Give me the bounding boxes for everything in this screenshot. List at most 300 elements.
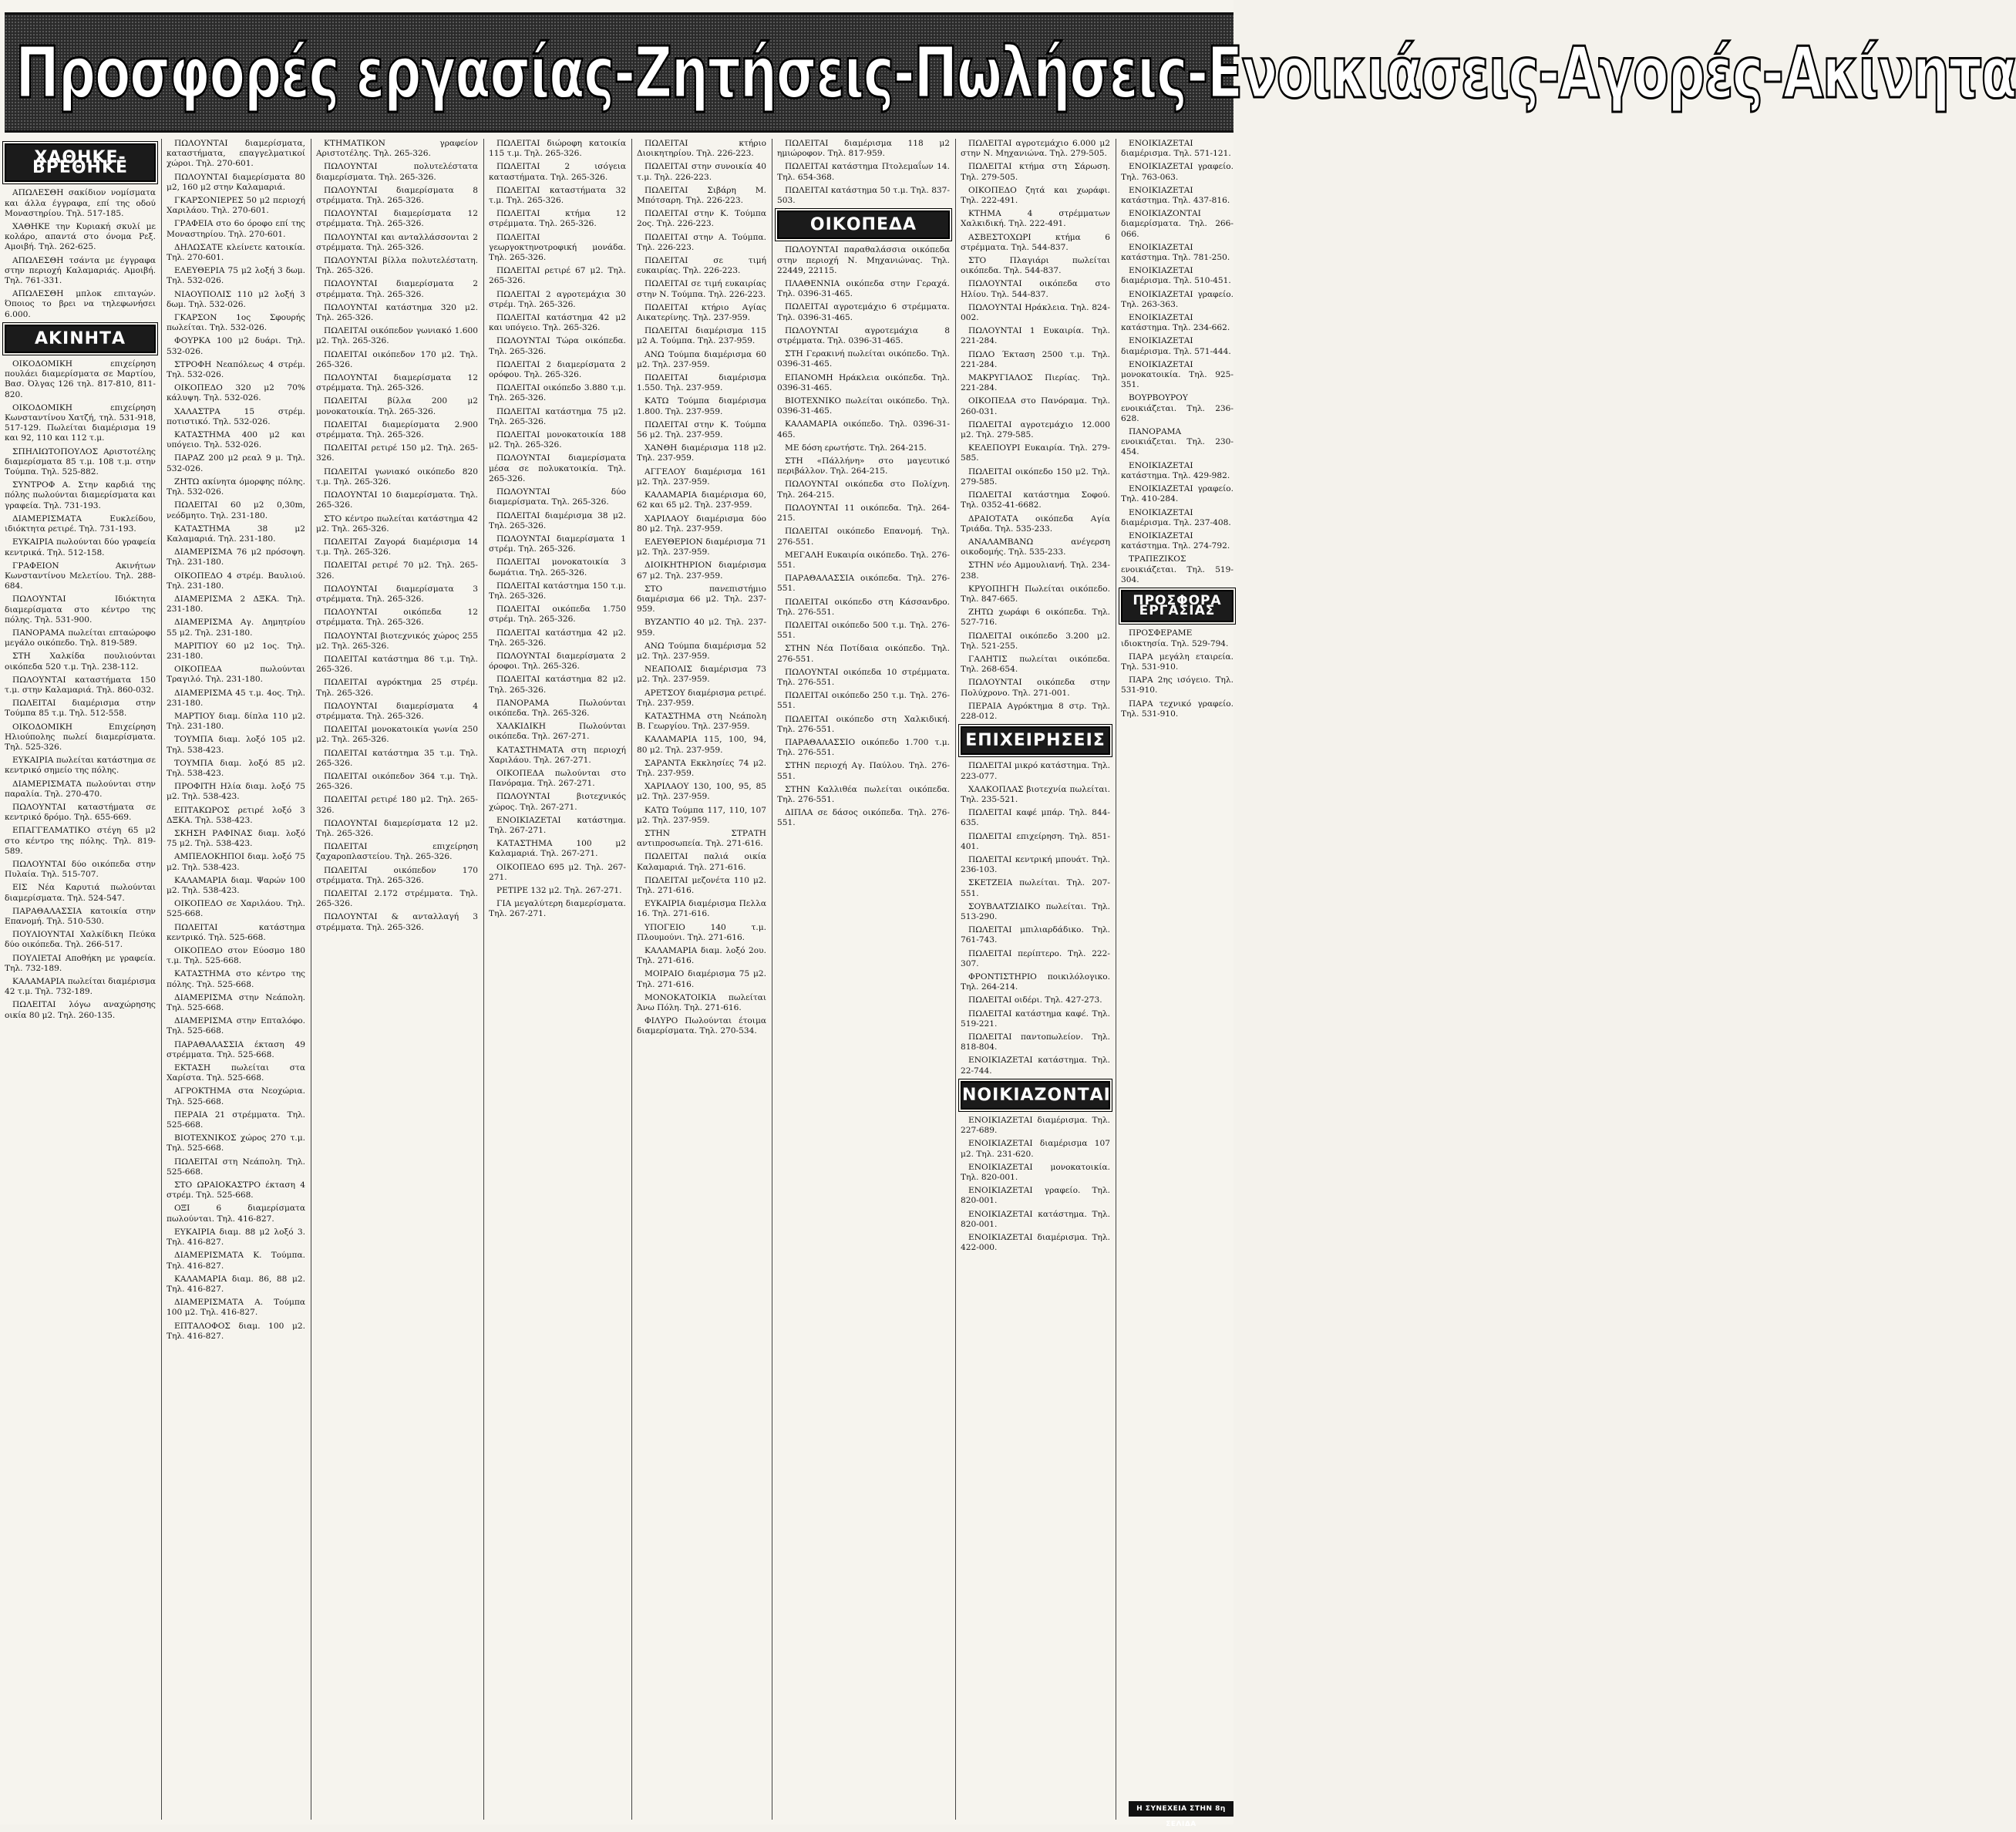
classified-ad: ΜΟΝΟΚΑΤΟΙΚΙΑ πωλείται Άνω Πόλη. Τηλ. 271-616. bbox=[637, 992, 766, 1013]
classified-ad: ΣΚΗΣΗ ΡΑΦΙΝΑΣ διαμ. λοξό 75 μ2. Τηλ. 538-423. bbox=[167, 828, 305, 849]
classified-ad: ΠΩΛΕΙΤΑΙ 60 μ2 0,30m, νεόδμητο. Τηλ. 231-180. bbox=[167, 500, 305, 520]
classified-ad: ΧΑΛΚΟΠΛΑΣ βιοτεχνία πωλείται. Τηλ. 235-521. bbox=[961, 784, 1110, 804]
classified-ad: ΠΩΛΟΥΝΤΑΙ οικόπεδα στο Ηλίου. Τηλ. 544-837. bbox=[961, 279, 1110, 299]
classified-ad: ΡΕΤΙΡΕ 132 μ2. Τηλ. 267-271. bbox=[496, 886, 622, 895]
classified-ad: ΣΤΗΝ ΣΤΡΑΤΗ αντιπροσωπεία. Τηλ. 271-616. bbox=[637, 828, 766, 849]
classified-ad: ΜΕ δόση ερωτήστε. Τηλ. 264-215. bbox=[785, 443, 927, 453]
classified-ad: ΓΑΛΗΤΙΣ πωλείται οικόπεδα. Τηλ. 268-654. bbox=[961, 654, 1110, 675]
classified-ad: ΠΩΛΕΙΤΑΙ οικόπεδο 3.880 τ.μ. Τηλ. 265-326. bbox=[489, 383, 626, 403]
classified-ad: ΠΩΛΟΥΝΤΑΙ οικόπεδα 10 στρέμματα. Τηλ. 276-551. bbox=[777, 667, 950, 687]
classified-ad: ΠΩΛΕΙΤΑΙ στην συνοικία 40 τ.μ. Τηλ. 226-223. bbox=[637, 162, 766, 182]
classified-ad: ΠΩΛΕΙΤΑΙ στη Νεάπολη. Τηλ. 525-668. bbox=[167, 1157, 305, 1177]
classified-ad: ΠΩΛΕΙΤΑΙ Ζαγορά διαμέρισμα 14 τ.μ. Τηλ. 265-326. bbox=[316, 537, 478, 557]
classified-ad: ΣΤΟ πανεπιστήμιο διαμέρισμα 66 μ2. Τηλ. 237-959. bbox=[637, 584, 766, 615]
classified-ad: ΠΩΛΕΙΤΑΙ 2.172 στρέμματα. Τηλ. 265-326. bbox=[316, 889, 478, 909]
classified-ad: ΚΑΤΑΣΤΗΜΑ 400 μ2 και υπόγειο. Τηλ. 532-026. bbox=[167, 430, 305, 450]
classified-ad: ΟΙΚΟΠΕΔΟ 320 μ2 70% κάλυψη. Τηλ. 532-026. bbox=[167, 383, 305, 403]
classified-ad: ΠΩΛΕΙΤΑΙ μεζονέτα 110 μ2. Τηλ. 271-616. bbox=[637, 875, 766, 895]
classified-ad: ΣΟΥΒΛΑΤΖΙΔΙΚΟ πωλείται. Τηλ. 513-290. bbox=[961, 901, 1110, 921]
classified-ad: ΠΩΛΕΙΤΑΙ οικόπεδο Επανομή. Τηλ. 276-551. bbox=[777, 527, 950, 547]
classified-ad: ΚΑΤΩ Τούμπα διαμέρισμα 1.800. Τηλ. 237-959. bbox=[637, 396, 766, 416]
classified-ad: ΕΝΟΙΚΙΑΖΕΤΑΙ κατάστημα. Τηλ. 437-816. bbox=[1121, 185, 1230, 206]
classified-ad: ΠΩΛΟΥΝΤΑΙ διαμερίσματα 80 μ2, 160 μ2 στην Καλαμαριά. bbox=[167, 172, 305, 192]
classified-ad: ΠΩΛΟΥΝΤΑΙ οικόπεδα στο Πολίχνη. Τηλ. 264-215. bbox=[777, 480, 950, 500]
classified-ad: ΕΝΟΙΚΙΑΖΕΤΑΙ διαμέρισμα. Τηλ. 422-000. bbox=[961, 1233, 1110, 1253]
section-lost-found: ΧΑΘΗΚΕ-ΒΡΕΘΗΚΕ bbox=[5, 143, 156, 182]
classified-ad: ΚΑΛΑΜΑΡΙΑ πωλείται διαμέρισμα 42 τ.μ. Τηλ. 732-189. bbox=[5, 977, 156, 997]
classified-ad: ΠΩΛΟΥΝΤΑΙ διαμερίσματα 12 στρέμματα. Τηλ. 265-326. bbox=[316, 209, 478, 229]
classified-ad: ΠΩΛΕΙΤΑΙ κατάστημα κεντρικό. Τηλ. 525-668. bbox=[167, 922, 305, 942]
classified-ad: ΠΩΛΕΙΤΑΙ διαμέρισμα 38 μ2. Τηλ. 265-326. bbox=[489, 510, 626, 530]
classified-ad: ΔΙΠΛΑ σε δάσος οικόπεδα. Τηλ. 276-551. bbox=[777, 808, 950, 828]
classified-ad: ΠΑΝΟΡΑΜΑ Πωλούνται οικόπεδα. Τηλ. 265-326. bbox=[489, 698, 626, 718]
classified-ad: ΠΩΛΟΥΝΤΑΙ πολυτελέστατα διαμερίσματα. Τηλ. 265-326. bbox=[316, 162, 478, 182]
classified-ad: ΚΑΤΑΣΤΗΜΑ στο κέντρο της πόλης. Τηλ. 525-668. bbox=[167, 969, 305, 989]
classified-ad: ΠΩΛΟΥΝΤΑΙ βιοτεχνικός χώρος 255 μ2. Τηλ. 265-326. bbox=[316, 631, 478, 651]
classified-ad: ΠΩΛΕΙΤΑΙ μονοκατοικία 188 μ2. Τηλ. 265-326. bbox=[489, 430, 626, 450]
classified-ad: ΠΩΛΟΥΝΤΑΙ 11 οικόπεδα. Τηλ. 264-215. bbox=[777, 503, 950, 524]
classified-ad: ΚΑΛΑΜΑΡΙΑ διαμ. λοξό 2ου. Τηλ. 271-616. bbox=[637, 946, 766, 966]
column-4-ads bbox=[489, 139, 626, 920]
classified-ad: ΠΩΛΕΙΤΑΙ κτήμα στη Σάρωση. Τηλ. 279-505. bbox=[961, 162, 1110, 182]
classified-ad: ΚΡΥΟΠΗΓΗ Πωλείται οικόπεδο. Τηλ. 847-665. bbox=[961, 584, 1110, 604]
column-3 bbox=[316, 139, 478, 1820]
classified-ad: ΠΩΛΕΙΤΑΙ καταστήματα 32 τ.μ. Τηλ. 265-326. bbox=[489, 185, 626, 206]
classified-ad: ΠΩΛΕΙΤΑΙ διαμέρισμα 115 μ2 Α. Τούμπα. Τηλ. 237-959. bbox=[637, 326, 766, 346]
classified-ad: ΠΑΡΑΘΑΛΑΣΣΙΑ κατοικία στην Επανομή. Τηλ. 510-530. bbox=[5, 906, 156, 926]
classified-ad: ΠΩΛΕΙΤΑΙ κατάστημα Σοφού. Τηλ. 0352-41-6682. bbox=[961, 490, 1110, 510]
classified-ad: ΕΝΟΙΚΙΑΖΕΤΑΙ διαμέρισμα. Τηλ. 227-689. bbox=[961, 1116, 1110, 1136]
column-3-ads bbox=[316, 139, 478, 933]
column-7-ads-c bbox=[961, 1116, 1110, 1253]
classified-ad: ΚΑΤΑΣΤΗΜΑ 38 μ2 Καλαμαριά. Τηλ. 231-180. bbox=[167, 524, 305, 544]
classified-ad: ΠΑΡΑΘΑΛΑΣΣΙΑ οικόπεδα. Τηλ. 276-551. bbox=[777, 574, 950, 594]
classified-ad: ΔΙΑΜΕΡΙΣΜΑ Αγ. Δημητρίου 55 μ2. Τηλ. 231-180. bbox=[167, 618, 305, 638]
classified-ad: ΔΡΑΙΟΤΑΤΑ οικόπεδα Αγία Τριάδα. Τηλ. 535-233. bbox=[961, 514, 1110, 534]
classified-ad: ΑΠΩΛΕΣΘΗ μπλοκ επιταγών. Όποιος το βρει να τηλεφωνήσει 6.000. bbox=[5, 289, 156, 319]
classified-ad: ΠΩΛΕΙΤΑΙ στην Κ. Τούμπα 2ος. Τηλ. 226-223. bbox=[637, 209, 766, 229]
classified-ad: ΣΤΗ Γερακινή πωλείται οικόπεδο. Τηλ. 0396-31-465. bbox=[777, 349, 950, 369]
classified-ad: ΕΥΚΑΙΡΙΑ διαμ. 88 μ2 λοξό 3. Τηλ. 416-827. bbox=[167, 1227, 305, 1248]
classified-columns bbox=[5, 139, 1233, 1820]
classified-ad: ΣΤΗΝ Καλλιθέα πωλείται οικόπεδα. Τηλ. 276-551. bbox=[777, 784, 950, 804]
classified-ad: ΤΡΑΠΕΖΙΚΟΣ ενοικιάζεται. Τηλ. 519-304. bbox=[1121, 554, 1233, 584]
classified-ad: ΠΑΡΑΖ 200 μ2 ρεαλ 9 μ. Τηλ. 532-026. bbox=[167, 453, 305, 473]
classified-ad: ΠΩΛΕΙΤΑΙ μονοκατοικία γωνία 250 μ2. Τηλ. 265-326. bbox=[316, 725, 478, 745]
classified-ad: ΕΝΟΙΚΙΑΖΟΝΤΑΙ διαμερίσματα. Τηλ. 266-066. bbox=[1121, 209, 1233, 239]
classified-ad: ΟΙΚΟΔΟΜΙΚΗ επιχείρηση πουλάει διαμερίσματα σε Μαρτίου, Βασ. Όλγας 126 τηλ. 817-810, 811-820. bbox=[5, 359, 156, 399]
classified-ad: ΠΩΛΕΙΤΑΙ κτήμα 12 στρέμματα. Τηλ. 265-326. bbox=[489, 209, 626, 229]
classified-ad: ΟΙΚΟΠΕΔΑ στο Πανόραμα. Τηλ. 260-031. bbox=[961, 396, 1110, 416]
column-6 bbox=[777, 139, 950, 1820]
column-6-ads-plots bbox=[777, 245, 950, 828]
classified-ad: ΠΩΛΕΙΤΑΙ οικόπεδο στη Χαλκιδική. Τηλ. 276-551. bbox=[777, 714, 950, 734]
classified-ad: ΠΟΥΛΙΕΤΑΙ Αποθήκη με γραφεία. Τηλ. 732-189. bbox=[5, 953, 156, 973]
classified-ad: ΚΤΗΜΑΤΙΚΟΝ γραφείον Αριστοτέλης. Τηλ. 265-326. bbox=[316, 139, 478, 159]
classified-ad: ΓΚΑΡΣΟΝ 1ος Σφουρής πωλείται. Τηλ. 532-026. bbox=[167, 313, 305, 333]
classified-ad: ΟΙΚΟΠΕΔΑ πωλούνται Τραγιλό. Τηλ. 231-180. bbox=[167, 665, 305, 685]
classified-ad: ΒΟΥΡΒΟΥΡΟΥ ενοικιάζεται. Τηλ. 236-628. bbox=[1121, 393, 1233, 423]
classified-ad: ΠΩΛΟΥΝΤΑΙ καταστήματα 150 τ.μ. στην Καλαμαριά. Τηλ. 860-032. bbox=[5, 675, 156, 695]
classified-ad: ΖΗΤΩ χωράφι 6 οικόπεδα. Τηλ. 527-716. bbox=[961, 608, 1110, 628]
classified-ad: ΠΩΛΕΙΤΑΙ καφέ μπάρ. Τηλ. 844-635. bbox=[961, 808, 1110, 828]
classified-ad: ΕΛΕΥΘΕΡΙΟΝ διαμέρισμα 71 μ2. Τηλ. 237-959. bbox=[637, 537, 766, 557]
classified-ad: ΠΩΛΕΙΤΑΙ οικόπεδο 3.200 μ2. Τηλ. 521-255. bbox=[961, 631, 1110, 651]
classified-ad: ΠΩΛΕΙΤΑΙ σε τιμή ευκαιρίας. Τηλ. 226-223. bbox=[637, 256, 766, 276]
classified-ad: ΠΩΛΕΙΤΑΙ κατάστημα 75 μ2. Τηλ. 265-326. bbox=[489, 406, 626, 426]
classified-ad: ΕΝΟΙΚΙΑΖΕΤΑΙ κατάστημα. Τηλ. 267-271. bbox=[489, 815, 626, 835]
classified-ad: ΔΙΑΜΕΡΙΣΜΑ στην Επταλόφο. Τηλ. 525-668. bbox=[167, 1016, 305, 1036]
classified-ad: ΠΩΛΕΙΤΑΙ διαμέρισμα 1.550. Τηλ. 237-959. bbox=[637, 373, 766, 393]
section-job-offers: ΠΡΟΣΦΟΡΑ ΕΡΓΑΣΙΑΣ bbox=[1121, 590, 1233, 622]
classified-ad: ΠΩΛΕΙΤΑΙ Σιβάρη Μ. Μπότσαρη. Τηλ. 226-223. bbox=[637, 185, 766, 206]
classified-ad: ΠΩΛΕΙΤΑΙ παλιά οικία Καλαμαριά. Τηλ. 271-616. bbox=[637, 852, 766, 872]
column-6-ads-top bbox=[777, 139, 950, 206]
column-4 bbox=[489, 139, 626, 1820]
classified-ad: ΕΠΑΓΓΕΛΜΑΤΙΚΟ στέγη 65 μ2 στο κέντρο της πόλης. Τηλ. 819-589. bbox=[5, 826, 156, 856]
classified-ad: ΠΩΛΕΙΤΑΙ 2 αγροτεμάχια 30 στρέμ. Τηλ. 265-326. bbox=[489, 289, 626, 309]
classified-ad: ΕΝΟΙΚΙΑΖΕΤΑΙ γραφείο. Τηλ. 263-363. bbox=[1121, 289, 1233, 309]
classified-ad: ΚΑΛΑΜΑΡΙΑ 115, 100, 94, 80 μ2. Τηλ. 237-959. bbox=[637, 735, 766, 755]
classified-ad: ΔΙΑΜΕΡΙΣΜΑΤΑ πωλούνται στην παραλία. Τηλ. 270-470. bbox=[5, 779, 156, 799]
classified-ad: ΠΩΛΕΙΤΑΙ οικόπεδον 170 στρέμματα. Τηλ. 265-326. bbox=[316, 865, 478, 885]
classified-ad: ΚΑΤΑΣΤΗΜΑ στη Νεάπολη Β. Γεωργίου. Τηλ. 237-959. bbox=[637, 711, 766, 732]
classified-ad: ΠΩΛΕΙΤΑΙ κτήριο Αγίας Αικατερίνης. Τηλ. 237-959. bbox=[637, 302, 766, 323]
classified-ad: ΠΩΛΟΥΝΤΑΙ διαμερίσματα 1 στρέμ. Τηλ. 265-326. bbox=[489, 534, 626, 554]
classified-ad: ΚΑΤΑΣΤΗΜΑ 100 μ2 Καλαμαριά. Τηλ. 267-271. bbox=[489, 839, 626, 859]
classified-ad: ΑΓΡΟΚΤΗΜΑ στα Νεοχώρια. Τηλ. 525-668. bbox=[167, 1086, 305, 1106]
classified-ad: ΟΙΚΟΔΟΜΙΚΗ Επιχείρηση Ηλιούπολης πωλεί διαμερίσματα. Τηλ. 525-326. bbox=[5, 722, 156, 752]
continued-footer: Η ΣΥΝΕΧΕΙΑ ΣΤΗΝ 8η ΣΕΛΙΔΑ bbox=[1129, 1801, 1233, 1817]
classified-ad: ΚΑΤΩ Τούμπα 117, 110, 107 μ2. Τηλ. 237-959. bbox=[637, 805, 766, 825]
classified-ad: ΠΩΛΕΙΤΑΙ επιχείρηση ζαχαροπλαστείου. Τηλ. 265-326. bbox=[316, 842, 478, 862]
classified-ad: ΠΑΡΑ μεγάλη εταιρεία. Τηλ. 531-910. bbox=[1121, 652, 1233, 672]
classified-ad: ΠΡΟΣΦΕΡΑΜΕ ιδιοκτησία. Τηλ. 529-794. bbox=[1121, 628, 1229, 648]
classified-ad: ΠΩΛΟΥΝΤΑΙ διαμερίσματα 8 στρέμματα. Τηλ. 265-326. bbox=[316, 185, 478, 206]
classified-ad: ΑΜΠΕΛΟΚΗΠΟΙ διαμ. λοξό 75 μ2. Τηλ. 538-423. bbox=[167, 852, 305, 872]
classified-ad: ΠΩΛΕΙΤΑΙ κεντρική μπουάτ. Τηλ. 236-103. bbox=[961, 854, 1110, 875]
classified-ad: ΟΙΚΟΠΕΔΟ στον Εύοσμο 180 τ.μ. Τηλ. 525-668. bbox=[167, 946, 305, 966]
classified-ad: ΕΝΟΙΚΙΑΖΕΤΑΙ μονοκατοικία. Τηλ. 820-001. bbox=[961, 1162, 1110, 1183]
classified-ad: ΓΙΑ μεγαλύτερη διαμερίσματα. Τηλ. 267-271. bbox=[489, 899, 626, 919]
classified-ad: ΕΝΟΙΚΙΑΖΕΤΑΙ διαμέρισμα. Τηλ. 237-408. bbox=[1121, 507, 1231, 527]
section-rentals: ΝΟΙΚΙΑΖΟΝΤΑΙ bbox=[961, 1081, 1110, 1110]
classified-ad: ΠΩΛΕΙΤΑΙ κτήριο Διοικητηρίου. Τηλ. 226-223. bbox=[637, 139, 766, 159]
classified-ad: ΠΕΡΑΙΑ Αγρόκτημα 8 στρ. Τηλ. 228-012. bbox=[961, 701, 1110, 721]
classified-ad: ΚΕΛΕΠΟΥΡΙ Ευκαιρία. Τηλ. 279-585. bbox=[961, 443, 1110, 463]
column-5 bbox=[637, 139, 766, 1820]
classified-ad: ΠΩΛΕΙΤΑΙ 2 διαμερίσματα 2 ορόφου. Τηλ. 265-326. bbox=[489, 359, 626, 380]
column-rule bbox=[631, 139, 632, 1820]
classified-ad: ΕΝΟΙΚΙΑΖΕΤΑΙ διαμέρισμα. Τηλ. 571-444. bbox=[1121, 336, 1231, 356]
classified-ad: ΕΝΟΙΚΙΑΖΕΤΑΙ διαμέρισμα. Τηλ. 571-121. bbox=[1121, 139, 1231, 159]
classified-ad: ΠΑΝΟΡΑΜΑ πωλείται επταώροφο μεγάλο οικόπεδο. Τηλ. 819-589. bbox=[5, 628, 156, 648]
classified-ad: ΧΑΡΙΛΑΟΥ διαμέρισμα δύο 80 μ2. Τηλ. 237-959. bbox=[637, 514, 766, 534]
column-8-ads-b bbox=[1121, 628, 1233, 719]
classified-ad: ΠΛΑΘΕΝΝΙΑ οικόπεδα στην Γεραχά. Τηλ. 0396-31-465. bbox=[777, 279, 950, 299]
classified-ad: ΠΩΛΟΥΝΤΑΙ διαμερίσματα μέσα σε πολυκατοικία. Τηλ. 265-326. bbox=[489, 453, 626, 483]
classified-ad: ΕΝΟΙΚΙΑΖΕΤΑΙ μονοκατοικία. Τηλ. 925-351. bbox=[1121, 359, 1233, 390]
classified-ad: ΔΙΑΜΕΡΙΣΜΑ 45 τ.μ. 4ος. Τηλ. 231-180. bbox=[167, 688, 305, 708]
classified-ad: ΚΑΛΑΜΑΡΙΑ διαμ. Ψαρών 100 μ2. Τηλ. 538-423. bbox=[167, 875, 305, 895]
classified-ad: ΠΩΛΟΥΝΤΑΙ διαμερίσματα 2 όροφοι. Τηλ. 265-326. bbox=[489, 651, 626, 672]
classified-ad: ΠΩΛΕΙΤΑΙ οικόπεδο 500 τ.μ. Τηλ. 276-551. bbox=[777, 620, 950, 641]
classified-ad: ΕΝΟΙΚΙΑΖΕΤΑΙ κατάστημα. Τηλ. 234-662. bbox=[1121, 313, 1230, 333]
classified-ad: ΣΤΗΝ περιοχή Αγ. Παύλου. Τηλ. 276-551. bbox=[777, 761, 950, 781]
column-7-ads-b bbox=[961, 761, 1110, 1076]
classified-ad: ΟΙΚΟΠΕΔΑ πωλούνται στο Πανόραμα. Τηλ. 267-271. bbox=[489, 768, 626, 789]
classified-ad: ΣΑΡΑΝΤΑ Εκκλησίες 74 μ2. Τηλ. 237-959. bbox=[637, 758, 766, 778]
classified-ad: ΠΩΛΕΙΤΑΙ βίλλα 200 μ2 μονοκατοικία. Τηλ. 265-326. bbox=[316, 396, 478, 416]
classified-ad: ΣΤΗΝ Νέα Ποτίδαια οικόπεδο. Τηλ. 276-551. bbox=[777, 644, 950, 664]
classified-ad: ΠΩΛΟΥΝΤΑΙ Ιδιόκτητα διαμερίσματα στο κέντρο της πόλης. Τηλ. 531-900. bbox=[5, 594, 156, 625]
classified-ad: ΠΩΛΟΥΝΤΑΙ διαμερίσματα 12 στρέμματα. Τηλ. 265-326. bbox=[316, 373, 478, 393]
classified-ad: ΠΩΛΕΙΤΑΙ λόγω αναχώρησης οικία 80 μ2. Τηλ. 260-135. bbox=[5, 1000, 156, 1020]
section-real-estate: ΑΚΙΝΗΤΑ bbox=[5, 325, 156, 353]
classified-ad: ΟΞΙ 6 διαμερίσματα πωλούνται. Τηλ. 416-827. bbox=[167, 1204, 305, 1224]
classified-ad: ΜΟΙΡΑΙΟ διαμέρισμα 75 μ2. Τηλ. 271-616. bbox=[637, 969, 766, 989]
classified-ad: ΜΕΓΑΛΗ Ευκαιρία οικόπεδο. Τηλ. 276-551. bbox=[777, 550, 950, 570]
classified-ad: ΒΙΟΤΕΧΝΙΚΟΣ χώρος 270 τ.μ. Τηλ. 525-668. bbox=[167, 1133, 305, 1153]
classified-ad: ΕΝΟΙΚΙΑΖΕΤΑΙ γραφείο. Τηλ. 820-001. bbox=[961, 1186, 1110, 1206]
classified-ad: ΣΤΟ κέντρο πωλείται κατάστημα 42 μ2. Τηλ. 265-326. bbox=[316, 514, 478, 534]
classified-ad: ΔΙΑΜΕΡΙΣΜΑ 76 μ2 πρόσοψη. Τηλ. 231-180. bbox=[167, 547, 305, 567]
banner-title: Προσφορές εργασίας-Ζητήσεις-Πωλήσεις-Ενοικιάσεις-Αγορές-Ακίνητα bbox=[15, 32, 2016, 114]
classified-ad: ΕΙΣ Νέα Καρυτιά πωλούνται διαμερίσματα. Τηλ. 524-547. bbox=[5, 883, 156, 903]
column-1-ads-realestate bbox=[5, 359, 156, 1021]
classified-ad: ΓΡΑΦΕΙΟΝ Ακινήτων Κωνσταντίνου Μελετίου. Τηλ. 288-684. bbox=[5, 561, 156, 591]
classified-ad: ΧΑΛΚΙΔΙΚΗ Πωλούνται οικόπεδα. Τηλ. 267-271. bbox=[489, 722, 626, 742]
classified-ad: ΠΩΛΕΙΤΑΙ οικόπεδον 170 μ2. Τηλ. 265-326. bbox=[316, 349, 478, 369]
column-rule bbox=[161, 139, 162, 1820]
classified-ad: ΑΝΩ Τούμπα διαμέρισμα 52 μ2. Τηλ. 237-959. bbox=[637, 641, 766, 661]
classified-ad: ΠΩΛΟΥΝΤΑΙ διαμερίσματα 12 μ2. Τηλ. 265-326. bbox=[316, 818, 478, 838]
classified-ad: ΚΑΛΑΜΑΡΙΑ διαμ. 86, 88 μ2. Τηλ. 416-827. bbox=[167, 1274, 305, 1294]
classified-ad: ΣΤΗ Χαλκίδα πουλιούνται οικόπεδα 520 τ.μ. Τηλ. 238-112. bbox=[5, 652, 156, 672]
column-7-ads-a bbox=[961, 139, 1110, 722]
classified-ad: ΠΩΛΟΥΝΤΑΙ δύο οικόπεδα στην Πυλαία. Τηλ. 515-707. bbox=[5, 859, 156, 880]
section-plots: ΟΙΚΟΠΕΔΑ bbox=[777, 210, 950, 239]
classified-ad: ΟΙΚΟΔΟΜΙΚΗ επιχείρηση Κωνσταντίνου Χατζή, τηλ. 531-918, 517-129. Πωλείται διαμέρισμα 19 και 92, 110 και 112 τ.μ. bbox=[5, 402, 156, 443]
classified-ad: ΠΩΛΕΙΤΑΙ κατάστημα 42 μ2. Τηλ. 265-326. bbox=[489, 628, 626, 648]
classified-ad: ΠΩΛΕΙΤΑΙ οικόπεδα 1.750 στρέμ. Τηλ. 265-326. bbox=[489, 604, 626, 625]
classified-ad: ΠΩΛΟΥΝΤΑΙ Τώρα οικόπεδα. Τηλ. 265-326. bbox=[489, 336, 626, 356]
classified-ad: ΠΩΛΕΙΤΑΙ σε τιμή ευκαιρίας στην Ν. Τούμπα. Τηλ. 226-223. bbox=[637, 279, 766, 299]
classified-ad: ΠΩΛΕΙΤΑΙ ρετιρέ 70 μ2. Τηλ. 265-326. bbox=[316, 561, 478, 581]
classified-ad: ΣΤΟ Πλαγιάρι πωλείται οικόπεδα. Τηλ. 544-837. bbox=[961, 256, 1110, 276]
classified-ad: ΠΑΡΑΘΑΛΑΣΣΙΟ οικόπεδο 1.700 τ.μ. Τηλ. 276-551. bbox=[777, 737, 950, 758]
classified-ad: ΕΠΑΝΟΜΗ Ηράκλεια οικόπεδα. Τηλ. 0396-31-465. bbox=[777, 372, 950, 392]
classified-ad: ΕΥΚΑΙΡΙΑ διαμέρισμα Πελλα 16. Τηλ. 271-616. bbox=[637, 899, 766, 919]
classified-ad: ΑΠΩΛΕΣΘΗ τσάντα με έγγραφα στην περιοχή Καλαμαριάς. Αμοιβή. Τηλ. 761-331. bbox=[5, 255, 156, 286]
classified-ad: ΓΚΑΡΣΟΝΙΕΡΕΣ 50 μ2 περιοχή Χαριλάου. Τηλ. 270-601. bbox=[167, 196, 305, 216]
classified-ad: ΝΕΑΠΟΛΙΣ διαμέρισμα 73 μ2. Τηλ. 237-959. bbox=[637, 665, 766, 685]
classified-ad: ΠΩΛΟΥΝΤΑΙ και ανταλλάσσονται 2 στρέμματα. Τηλ. 265-326. bbox=[316, 232, 478, 252]
classified-ad: ΠΩΛΕΙΤΑΙ κατάστημα 86 τ.μ. Τηλ. 265-326. bbox=[316, 654, 478, 675]
classified-ad: ΠΩΛΕΙΤΑΙ διαμερίσματα 2.900 στρέμματα. Τηλ. 265-326. bbox=[316, 419, 478, 440]
classified-ad: ΧΑΘΗΚΕ την Κυριακή σκυλί με κολάρο, απαντά στο όνομα Ρεξ. Αμοιβή. Τηλ. 262-625. bbox=[5, 222, 156, 252]
classified-ad: ΟΙΚΟΠΕΔΟ 4 στρέμ. Βαυλιού. Τηλ. 231-180. bbox=[167, 571, 305, 591]
classified-ad: ΠΑΝΟΡΑΜΑ ενοικιάζεται. Τηλ. 230-454. bbox=[1121, 427, 1233, 457]
classified-ad: ΣΤΟ ΩΡΑΙΟΚΑΣΤΡΟ έκταση 4 στρέμ. Τηλ. 525-668. bbox=[167, 1180, 305, 1201]
classified-ad: ΠΩΛΟΥΝΤΑΙ 10 διαμερίσματα. Τηλ. 265-326. bbox=[316, 490, 478, 510]
classified-ad: ΖΗΤΩ ακίνητα όμορφης πόλης. Τηλ. 532-026. bbox=[167, 477, 305, 497]
column-1 bbox=[5, 139, 156, 1820]
classified-ad: ΔΗΛΩΣΑΤΕ κλείνετε κατοικία. Τηλ. 270-601. bbox=[167, 242, 305, 263]
classified-ad: ΑΝΩ Τούμπα διαμέρισμα 60 μ2. Τηλ. 237-959. bbox=[637, 349, 766, 369]
classified-ad: ΠΩΛΕΙΤΑΙ διαμέρισμα στην Τούμπα 85 τ.μ. Τηλ. 512-558. bbox=[5, 699, 156, 719]
classified-ad: ΕΝΟΙΚΙΑΖΕΤΑΙ κατάστημα. Τηλ. 274-792. bbox=[1121, 530, 1230, 551]
classified-ad: ΚΑΛΑΜΑΡΙΑ οικόπεδο. Τηλ. 0396-31-465. bbox=[777, 419, 950, 439]
section-businesses: ΕΠΙΧΕΙΡΗΣΕΙΣ bbox=[961, 726, 1110, 755]
classified-ad: ΠΩΛΕΙΤΑΙ 2 ισόγεια καταστήματα. Τηλ. 265-326. bbox=[489, 162, 626, 182]
classified-ad: ΕΝΟΙΚΙΑΖΕΤΑΙ κατάστημα. Τηλ. 781-250. bbox=[1121, 242, 1230, 263]
classified-ad: ΥΠΟΓΕΙΟ 140 τ.μ. Πλουμούνι. Τηλ. 271-616. bbox=[637, 922, 766, 942]
classified-ad: ΠΩΛΕΙΤΑΙ οικόπεδο 150 μ2. Τηλ. 279-585. bbox=[961, 466, 1110, 487]
classified-ad: ΠΩΛΕΙΤΑΙ κατάστημα 50 τ.μ. Τηλ. 837-503. bbox=[777, 185, 950, 206]
classified-ad: ΕΝΟΙΚΙΑΖΕΤΑΙ διαμέρισμα 107 μ2. Τηλ. 231-620. bbox=[961, 1139, 1110, 1159]
classified-ad: ΠΩΛΕΙΤΑΙ κατάστημα 35 τ.μ. Τηλ. 265-326. bbox=[316, 748, 478, 768]
classified-ad: ΠΩΛΕΙΤΑΙ κατάστημα καφέ. Τηλ. 519-221. bbox=[961, 1009, 1110, 1029]
classified-ad: ΠΩΛΟΥΝΤΑΙ καταστήματα σε κεντρικό δρόμο. Τηλ. 655-669. bbox=[5, 802, 156, 823]
classified-ad: ΠΑΡΑΘΑΛΑΣΣΙΑ έκταση 49 στρέμματα. Τηλ. 525-668. bbox=[167, 1039, 305, 1059]
classified-ad: ΕΠΤΑΚΩΡΟΣ ρετιρέ λοξό 3 ΔΞΚΑ. Τηλ. 538-423. bbox=[167, 805, 305, 825]
classified-ad: ΠΩΛΕΙΤΑΙ αγρόκτημα 25 στρέμ. Τηλ. 265-326. bbox=[316, 678, 478, 698]
classified-ad: ΟΙΚΟΠΕΔΟ 695 μ2. Τηλ. 267-271. bbox=[489, 862, 626, 882]
classified-ad: ΕΝΟΙΚΙΑΖΕΤΑΙ γραφείο. Τηλ. 763-063. bbox=[1121, 162, 1233, 182]
classified-ad: ΠΩΛΕΙΤΑΙ αγροτεμάχιο 6.000 μ2 στην Ν. Μηχανιώνα. Τηλ. 279-505. bbox=[961, 139, 1110, 159]
classified-ad: ΦΡΟΝΤΙΣΤΗΡΙΟ ποικιλόλογικο. Τηλ. 264-214. bbox=[961, 972, 1110, 992]
classified-ad: ΕΥΚΑΙΡΙΑ πωλείται κατάστημα σε κεντρικό σημείο της πόλης. bbox=[5, 756, 156, 776]
classified-ad: ΣΤΗ «Πάλλήνη» στο μαγευτικό περιβάλλον. Τηλ. 264-215. bbox=[777, 456, 950, 477]
classified-ad: ΑΝΑΛΑΜΒΑΝΩ ανέγερση οικοδομής. Τηλ. 535-233. bbox=[961, 537, 1110, 557]
classified-ad: ΧΑΛΑΣΤΡΑ 15 στρέμ. ποτιστικό. Τηλ. 532-026. bbox=[167, 406, 305, 426]
classified-ad: ΠΑΡΑ 2ης ισόγειο. Τηλ. 531-910. bbox=[1121, 675, 1233, 695]
classified-ad: ΚΤΗΜΑ 4 στρέμματων Χαλκιδική. Τηλ. 222-491. bbox=[961, 209, 1110, 229]
classified-ad: ΟΙΚΟΠΕΔΟ ζητά και χωράφι. Τηλ. 222-491. bbox=[961, 185, 1110, 206]
classified-ad: ΠΩΛΟΥΝΤΑΙ διαμερίσματα 2 στρέμματα. Τηλ. 265-326. bbox=[316, 279, 478, 299]
classified-ad: ΜΑΡΤΙΟΥ διαμ. δίπλα 110 μ2. Τηλ. 231-180. bbox=[167, 711, 305, 732]
classified-ad: ΕΝΟΙΚΙΑΖΕΤΑΙ κατάστημα. Τηλ. 429-982. bbox=[1121, 460, 1230, 480]
classified-ad: ΠΩΛΕΙΤΑΙ αγροτεμάχιο 12.000 μ2. Τηλ. 279-585. bbox=[961, 419, 1110, 440]
classified-ad: ΠΩΛΕΙΤΑΙ ρετιρέ 180 μ2. Τηλ. 265-326. bbox=[316, 795, 478, 815]
classified-ad: ΠΩΛΟΥΝΤΑΙ Ηράκλεια. Τηλ. 824-002. bbox=[961, 302, 1110, 323]
classified-ad: ΠΩΛΕΙΤΑΙ γωνιακό οικόπεδο 820 τ.μ. Τηλ. 265-326. bbox=[316, 466, 478, 487]
classified-ad: ΔΙΑΜΕΡΙΣΜΑΤΑ Α. Τούμπα 100 μ2. Τηλ. 416-827. bbox=[167, 1298, 305, 1318]
classified-ad: ΕΠΤΑΛΟΦΟΣ διαμ. 100 μ2. Τηλ. 416-827. bbox=[167, 1321, 305, 1341]
classified-ad: ΦΟΥΡΚΑ 100 μ2 δυάρι. Τηλ. 532-026. bbox=[167, 336, 305, 356]
classified-ad: ΠΩΛΕΙΤΑΙ ρετιρέ 67 μ2. Τηλ. 265-326. bbox=[489, 266, 626, 286]
classified-ad: ΠΩΛΕΙΤΑΙ κατάστημα 42 μ2 και υπόγειο. Τηλ. 265-326. bbox=[489, 313, 626, 333]
column-1-ads bbox=[5, 188, 156, 319]
classified-ad: ΓΡΑΦΕΙΑ στο 6ο όροφο επί της Μοναστηρίου. Τηλ. 270-601. bbox=[167, 219, 305, 239]
classified-ad: ΠΩΛΕΙΤΑΙ μονοκατοικία 3 δωμάτια. Τηλ. 265-326. bbox=[489, 557, 626, 578]
classified-ad: ΚΑΤΑΣΤΗΜΑΤΑ στη περιοχή Χαριλάου. Τηλ. 267-271. bbox=[489, 745, 626, 765]
column-2 bbox=[167, 139, 305, 1820]
classified-ad: ΒΥΖΑΝΤΙΟ 40 μ2. Τηλ. 237-959. bbox=[637, 618, 766, 638]
classified-ad: ΠΑΡΑ τεχνικό γραφείο. Τηλ. 531-910. bbox=[1121, 699, 1233, 719]
classified-ad: ΕΝΟΙΚΙΑΖΕΤΑΙ κατάστημα. Τηλ. 22-744. bbox=[961, 1056, 1110, 1076]
classified-ad: ΠΡΟΦΙΤΗ Ηλία διαμ. λοξό 75 μ2. Τηλ. 538-423. bbox=[167, 782, 305, 802]
classified-ad: ΑΡΕΤΣΟΥ διαμέρισμα ρετιρέ. Τηλ. 237-959. bbox=[637, 688, 767, 708]
classified-ad: ΠΩΛΟΥΝΤΑΙ αγροτεμάχια 8 στρέμματα. Τηλ. 0396-31-465. bbox=[777, 325, 950, 346]
classified-ad: ΠΩΛΕΙΤΑΙ περίπτερο. Τηλ. 222-307. bbox=[961, 948, 1110, 968]
classified-ad: ΠΩΛΕΙΤΑΙ κατάστημα 150 τ.μ. Τηλ. 265-326. bbox=[489, 581, 626, 601]
classified-ad: ΠΩΛΟΥΝΤΑΙ 1 Ευκαιρία. Τηλ. 221-284. bbox=[961, 326, 1110, 346]
classified-ad: ΠΩΛΟΥΝΤΑΙ & ανταλλαγή 3 στρέμματα. Τηλ. 265-326. bbox=[316, 912, 478, 932]
classified-ad: ΕΝΟΙΚΙΑΖΕΤΑΙ διαμέρισμα. Τηλ. 510-451. bbox=[1121, 266, 1231, 286]
classified-ad: ΠΩΛΕΙΤΑΙ επιχείρηση. Τηλ. 851-401. bbox=[961, 831, 1110, 851]
classified-ad: ΠΩΛΟΥΝΤΑΙ παραθαλάσσια οικόπεδα στην περιοχή Ν. Μηχανιώνας. Τηλ. 22449, 22115. bbox=[777, 245, 950, 275]
classified-ad: ΠΩΛΟΥΝΤΑΙ κατάστημα 320 μ2. Τηλ. 265-326. bbox=[316, 302, 478, 323]
column-8 bbox=[1121, 139, 1233, 1820]
classified-ad: ΠΩΛΕΙΤΑΙ στην Α. Τούμπα. Τηλ. 226-223. bbox=[637, 232, 766, 252]
classified-ad: ΔΙΑΜΕΡΙΣΜΑΤΑ Κ. Τούμπα. Τηλ. 416-827. bbox=[167, 1251, 305, 1271]
classified-ad: ΠΩΛΕΙΤΑΙ οικόπεδον 364 τ.μ. Τηλ. 265-326. bbox=[316, 771, 478, 792]
classified-ad: ΠΩΛΕΙΤΑΙ διαμέρισμα 118 μ2 ημιώροφον. Τηλ. 817-959. bbox=[777, 139, 950, 159]
classified-ad: ΠΩΛΕΙΤΑΙ μπιλιαρδάδικο. Τηλ. 761-743. bbox=[961, 925, 1110, 945]
classifieds-banner bbox=[5, 12, 2016, 133]
classified-ad: ΠΩΛΕΙΤΑΙ κατάστημα Πτολεμαΐων 14. Τηλ. 654-368. bbox=[777, 162, 950, 182]
classified-ad: ΠΩΛΕΙΤΑΙ κατάστημα 82 μ2. Τηλ. 265-326. bbox=[489, 675, 626, 695]
classified-ad: ΟΙΚΟΠΕΔΟ σε Χαριλάου. Τηλ. 525-668. bbox=[167, 899, 305, 919]
classified-ad: ΤΟΥΜΠΑ διαμ. λοξό 105 μ2. Τηλ. 538-423. bbox=[167, 735, 305, 755]
classified-ad: ΠΩΛΕΙΤΑΙ οικόπεδο 250 τ.μ. Τηλ. 276-551. bbox=[777, 691, 950, 711]
column-rule bbox=[483, 139, 484, 1820]
classified-ad: ΕΚΤΑΣΗ πωλείται στα Χαρίστα. Τηλ. 525-668. bbox=[167, 1063, 305, 1083]
classified-ad: ΑΠΩΛΕΣΘΗ σακίδιον νομίσματα και άλλα έγγραφα, επί της οδού Μοναστηρίου. Τηλ. 517-185. bbox=[5, 188, 156, 218]
classified-ad: ΤΟΥΜΠΑ διαμ. λοξό 85 μ2. Τηλ. 538-423. bbox=[167, 758, 305, 778]
classified-ad: ΕΥΚΑΙΡΙΑ πωλούνται δύο γραφεία κεντρικά. Τηλ. 512-158. bbox=[5, 537, 156, 557]
column-2-ads bbox=[167, 139, 305, 1342]
classified-ad: ΠΩΛΟΥΝΤΑΙ βίλλα πολυτελέστατη. Τηλ. 265-326. bbox=[316, 256, 478, 276]
classified-ad: ΠΩΛΟΥΝΤΑΙ οικόπεδα 12 στρέμματα. Τηλ. 265-326. bbox=[316, 608, 478, 628]
column-rule bbox=[955, 139, 956, 1820]
classified-ad: ΣΠΗΛΙΩΤΟΠΟΥΛΟΣ Αριστοτέλης διαμερίσματα 85 τ.μ. 108 τ.μ. στην Τούμπα. Τηλ. 525-882. bbox=[5, 446, 156, 477]
classified-ad: ΠΩΛΕΙΤΑΙ γεωργοκτηνοτροφική μονάδα. Τηλ. 265-326. bbox=[489, 232, 626, 263]
classified-ad: ΣΚΕΤΖΕΙΑ πωλείται. Τηλ. 207-551. bbox=[961, 878, 1110, 898]
classified-ad: ΠΩΛΕΙΤΑΙ οικόπεδον γωνιακό 1.600 μ2. Τηλ. 265-326. bbox=[316, 326, 478, 346]
classified-ad: ΝΙΑΟΥΠΟΛΙΣ 110 μ2 λοξή 3 δωμ. Τηλ. 532-026. bbox=[167, 289, 305, 309]
classified-ad: ΠΩΛΟΥΝΤΑΙ διαμερίσματα 3 στρέμματα. Τηλ. 265-326. bbox=[316, 584, 478, 604]
classified-ad: ΦΙΛΥΡΟ Πωλούνται έτοιμα διαμερίσματα. Τηλ. 270-534. bbox=[637, 1016, 766, 1036]
classified-ad: ΧΑΝΘΗ διαμέρισμα 118 μ2. Τηλ. 237-959. bbox=[637, 443, 766, 463]
column-7 bbox=[961, 139, 1110, 1820]
classified-ad: ΠΩΛΟΥΝΤΑΙ βιοτεχνικός χώρος. Τηλ. 267-271. bbox=[489, 792, 626, 812]
classified-ad: ΔΙΟΙΚΗΤΗΡΙΟΝ διαμέρισμα 67 μ2. Τηλ. 237-959. bbox=[637, 561, 766, 581]
classified-ad: ΣΤΗΝ νέο Αμμουλιανή. Τηλ. 234-238. bbox=[961, 561, 1110, 581]
classified-ad: ΠΩΛΟΥΝΤΑΙ διαμερίσματα 4 στρέμματα. Τηλ. 265-326. bbox=[316, 701, 478, 721]
classified-ad: ΜΑΚΡΥΓΙΑΛΟΣ Πιερίας. Τηλ. 221-284. bbox=[961, 373, 1110, 393]
classified-ad: ΠΩΛΟΥΝΤΑΙ διαμερίσματα, καταστήματα, επαγγελματικοί χώροι. Τηλ. 270-601. bbox=[167, 139, 305, 169]
classified-ad: ΚΑΛΑΜΑΡΙΑ διαμέρισμα 60, 62 και 65 μ2. Τηλ. 237-959. bbox=[637, 490, 766, 510]
classified-ad: ΔΙΑΜΕΡΙΣΜΑ 2 ΔΞΚΑ. Τηλ. 231-180. bbox=[167, 594, 305, 615]
column-5-ads bbox=[637, 139, 766, 1037]
classified-ad: ΠΩΛΕΙΤΑΙ οιδέρι. Τηλ. 427-273. bbox=[968, 995, 1102, 1005]
classified-ad: ΕΛΕΥΘΕΡΙΑ 75 μ2 λοξή 3 δωμ. Τηλ. 532-026. bbox=[167, 266, 305, 286]
classified-ad: ΧΑΡΙΛΑΟΥ 130, 100, 95, 85 μ2. Τηλ. 237-959. bbox=[637, 782, 766, 802]
classified-ad: ΑΓΓΕΛΟΥ διαμέρισμα 161 μ2. Τηλ. 237-959. bbox=[637, 466, 766, 487]
column-8-ads-a bbox=[1121, 139, 1233, 585]
classified-ad: ΠΟΥΛΙΟΥΝΤΑΙ Χαλκίδικη Πεύκα δύο οικόπεδα. Τηλ. 266-517. bbox=[5, 930, 156, 950]
classified-ad: ΜΑΡΙΤΙΟΥ 60 μ2 1ος. Τηλ. 231-180. bbox=[167, 641, 305, 661]
classified-ad: ΔΙΑΜΕΡΙΣΜΑ στην Νεάπολη. Τηλ. 525-668. bbox=[167, 992, 305, 1013]
classified-ad: ΠΩΛΕΙΤΑΙ αγροτεμάχιο 6 στρέμματα. Τηλ. 0396-31-465. bbox=[777, 302, 950, 322]
classified-ad: ΠΩΛΕΙΤΑΙ παντοπωλείον. Τηλ. 818-804. bbox=[961, 1032, 1110, 1052]
classified-ad: ΠΩΛΕΙΤΑΙ ρετιρέ 150 μ2. Τηλ. 265-326. bbox=[316, 443, 478, 463]
classified-ad: ΠΩΛΕΙΤΑΙ οικόπεδο στη Κάσσανδρο. Τηλ. 276-551. bbox=[777, 597, 950, 617]
classified-ad: ΕΝΟΙΚΙΑΖΕΤΑΙ γραφείο. Τηλ. 410-284. bbox=[1121, 484, 1233, 504]
